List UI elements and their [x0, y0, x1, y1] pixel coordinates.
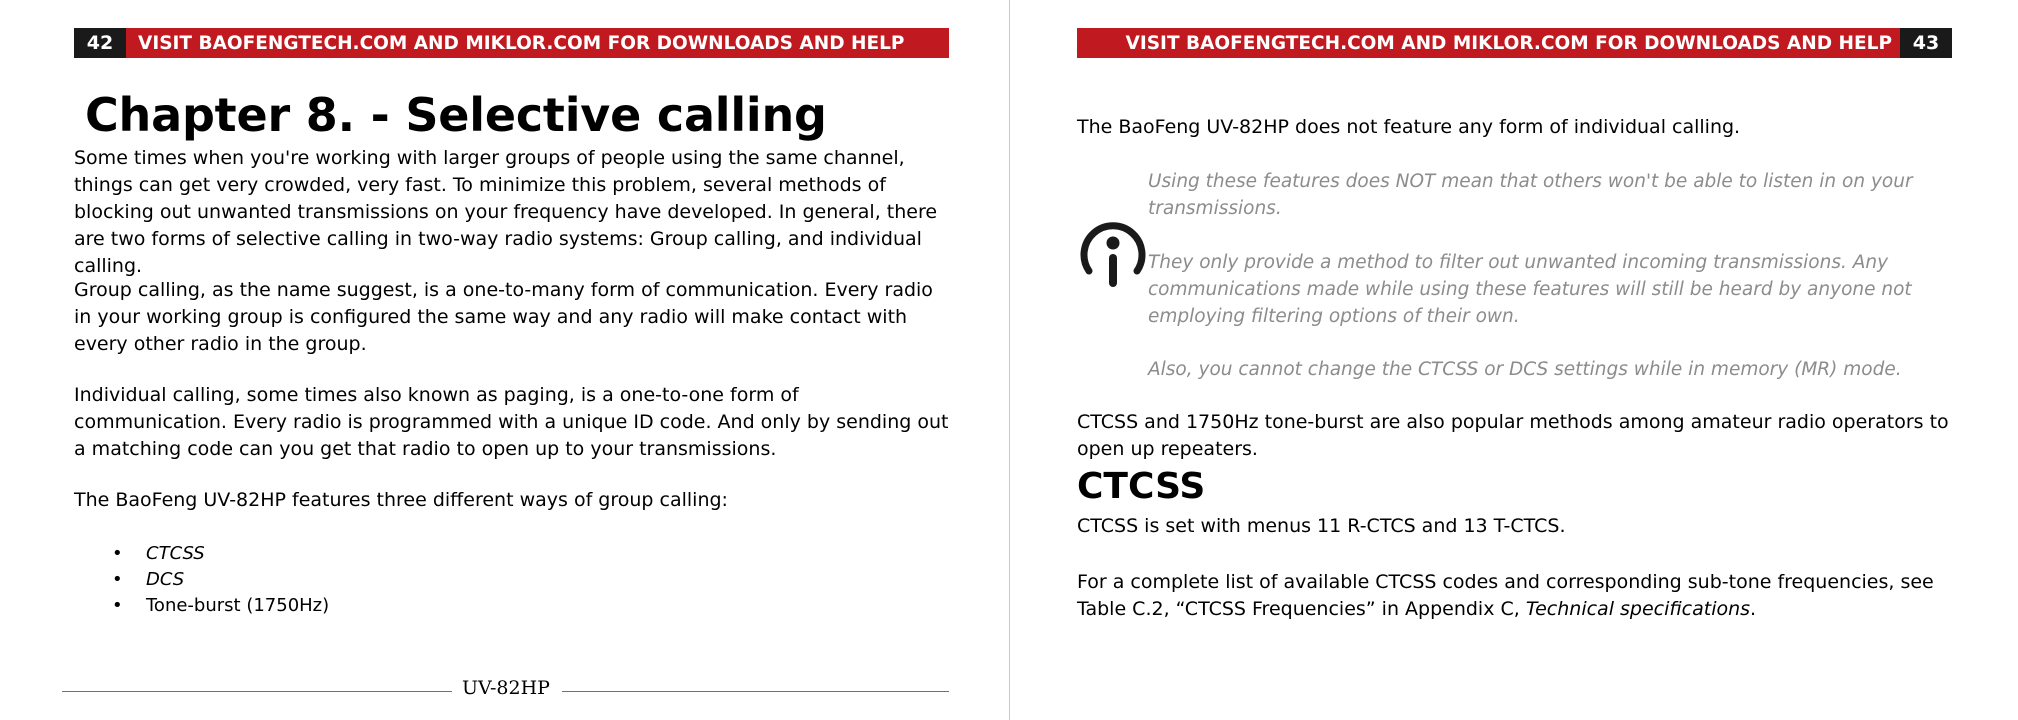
paragraph-text: The BaoFeng UV-82HP features three different ways of group calling: — [74, 489, 728, 511]
paragraph-text: Individual calling, some times also known as paging, is a one-to-one form of communication. Every radio is programmed with a unique ID code. And only by sending out a matching code can you get that radio to open up to your transmissions. — [74, 384, 949, 460]
page-number: 43 — [1900, 28, 1952, 58]
paragraph-intro — [74, 145, 954, 280]
footer-rule-left — [62, 691, 452, 692]
paragraph-features — [74, 487, 954, 514]
note-paragraph: Using these features does NOT mean that others won't be able to listen in on your transmissions. — [1148, 171, 1913, 219]
footer-rule-right — [562, 691, 949, 692]
paragraph-text — [1077, 569, 1957, 623]
right-page-header — [1077, 28, 1952, 58]
paragraph-text: CTCSS and 1750Hz tone-burst are also popular methods among amateur radio operators to open up repeaters. — [1077, 411, 1949, 460]
page-number: 42 — [74, 28, 126, 58]
reference-text: For a complete list of available CTCSS codes and corresponding sub-tone frequencies, see Table C.2, “CTCSS Frequencies” in Appendix C, — [1077, 571, 1934, 620]
paragraph-text: Some times when you're working with larger groups of people using the same channel, things can get very crowded, very fast. To minimize this problem, several methods of blocking out unwanted transmissions on your frequency have developed. In general, there are two forms of selective calling in two-way radio systems: Group calling, and individual calling. — [74, 147, 938, 277]
chapter-title: Chapter 8. - Selective calling — [85, 88, 827, 142]
paragraph-repeaters — [1077, 409, 1957, 463]
paragraph-individual-calling — [74, 382, 954, 463]
ctcss-table-reference — [1077, 569, 1957, 623]
reference-title: Technical specifications — [1525, 598, 1751, 620]
section-heading: CTCSS — [1077, 466, 1206, 507]
header-banner: VISIT BAOFENGTECH.COM AND MIKLOR.COM FOR DOWNLOADS AND HELP — [126, 28, 949, 58]
note-paragraph: They only provide a method to filter out unwanted incoming transmissions. Any communications made while using these features will still be heard by anyone not employing filtering options of their own. — [1148, 252, 1912, 327]
list-item — [108, 567, 329, 593]
paragraph-intro — [1077, 114, 1957, 141]
list-item-label: Tone-burst (1750Hz) — [146, 595, 330, 616]
paragraph-group-calling — [74, 277, 954, 358]
list-item — [108, 593, 329, 619]
left-page-header — [74, 28, 949, 58]
group-calling-list — [108, 541, 329, 619]
ctcss-menus-text — [1077, 513, 1957, 540]
header-banner: VISIT BAOFENGTECH.COM AND MIKLOR.COM FOR DOWNLOADS AND HELP — [1077, 28, 1900, 58]
reference-punctuation: . — [1750, 598, 1757, 620]
paragraph-text: The BaoFeng UV-82HP does not feature any form of individual calling. — [1077, 116, 1741, 138]
right-page — [1010, 0, 2018, 720]
paragraph-text: Group calling, as the name suggest, is a one-to-many form of communication. Every radio in your working group is configured the same way and any radio will make contact with every other radio in the group. — [74, 279, 933, 355]
note-paragraph: Also, you cannot change the CTCSS or DCS settings while in memory (MR) mode. — [1148, 359, 1902, 380]
footer-label: UV-82HP — [462, 677, 550, 699]
list-item-label: DCS — [146, 569, 185, 590]
list-item-label: CTCSS — [146, 543, 205, 564]
info-icon — [1080, 213, 1146, 289]
list-item — [108, 541, 329, 567]
paragraph-text: CTCSS is set with menus 11 R-CTCS and 13 T-CTCS. — [1077, 515, 1566, 537]
